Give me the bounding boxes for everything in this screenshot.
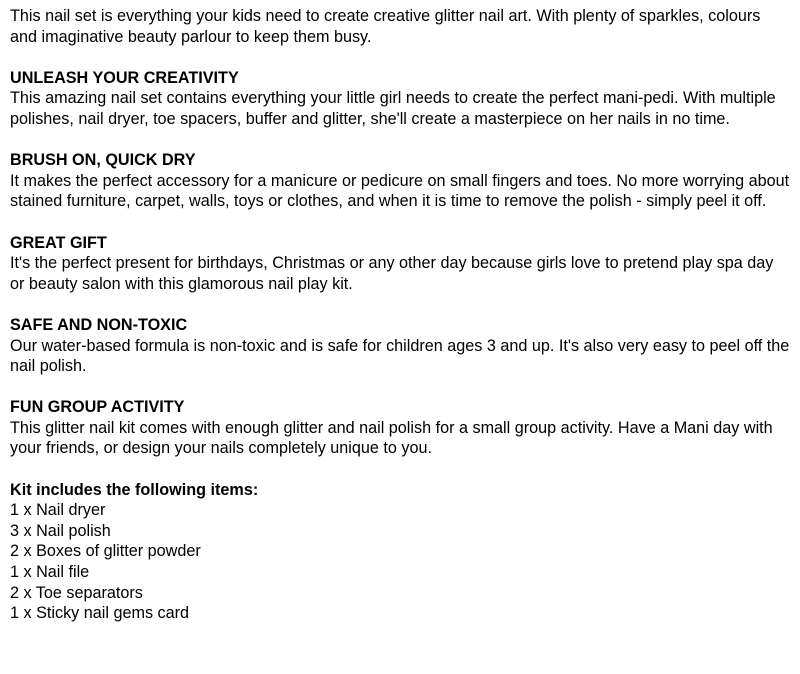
section-safe-non-toxic xyxy=(10,315,790,377)
kit-item: 1 x Nail file xyxy=(10,563,90,582)
intro-paragraph: This nail set is everything your kids need to create creative glitter nail art. With plenty of sparkles, colours and imaginative beauty parlour to keep them busy. xyxy=(10,7,761,46)
section-heading: UNLEASH YOUR CREATIVITY xyxy=(10,68,239,87)
section-fun-group-activity xyxy=(10,397,790,459)
kit-heading: Kit includes the following items: xyxy=(10,480,259,499)
section-body: This glitter nail kit comes with enough glitter and nail polish for a small group activity. Have a Mani day with your friends, or design your nails completely unique to you. xyxy=(10,418,773,458)
section-heading: SAFE AND NON-TOXIC xyxy=(10,315,188,334)
section-body: It makes the perfect accessory for a manicure or pedicure on small fingers and toes. No more worrying about stained furniture, carpet, walls, toys or clothes, and when it is time to remove the polish - simply peel it off. xyxy=(10,171,790,211)
section-heading: BRUSH ON, QUICK DRY xyxy=(10,151,196,170)
section-body: Our water-based formula is non-toxic and is safe for children ages 3 and up. It's also very easy to peel off the nail polish. xyxy=(10,336,790,376)
kit-item: 2 x Boxes of glitter powder xyxy=(10,542,201,561)
section-great-gift xyxy=(10,233,790,295)
kit-contents xyxy=(10,480,790,624)
kit-item: 3 x Nail polish xyxy=(10,521,111,540)
section-heading: GREAT GIFT xyxy=(10,233,107,252)
section-body: It's the perfect present for birthdays, Christmas or any other day because girls love to pretend play spa day or beauty salon with this glamorous nail play kit. xyxy=(10,254,774,293)
kit-item-list xyxy=(10,500,790,624)
kit-item: 2 x Toe separators xyxy=(10,583,143,602)
section-body: This amazing nail set contains everything your little girl needs to create the perfect mani-pedi. With multiple polishes, nail dryer, toe spacers, buffer and glitter, she'll create a masterpiece on her nails in no time. xyxy=(10,89,776,128)
section-brush-on-quick-dry xyxy=(10,150,790,212)
kit-item: 1 x Sticky nail gems card xyxy=(10,604,190,623)
section-heading: FUN GROUP ACTIVITY xyxy=(10,398,185,417)
section-unleash-creativity xyxy=(10,68,790,130)
kit-item: 1 x Nail dryer xyxy=(10,501,106,520)
